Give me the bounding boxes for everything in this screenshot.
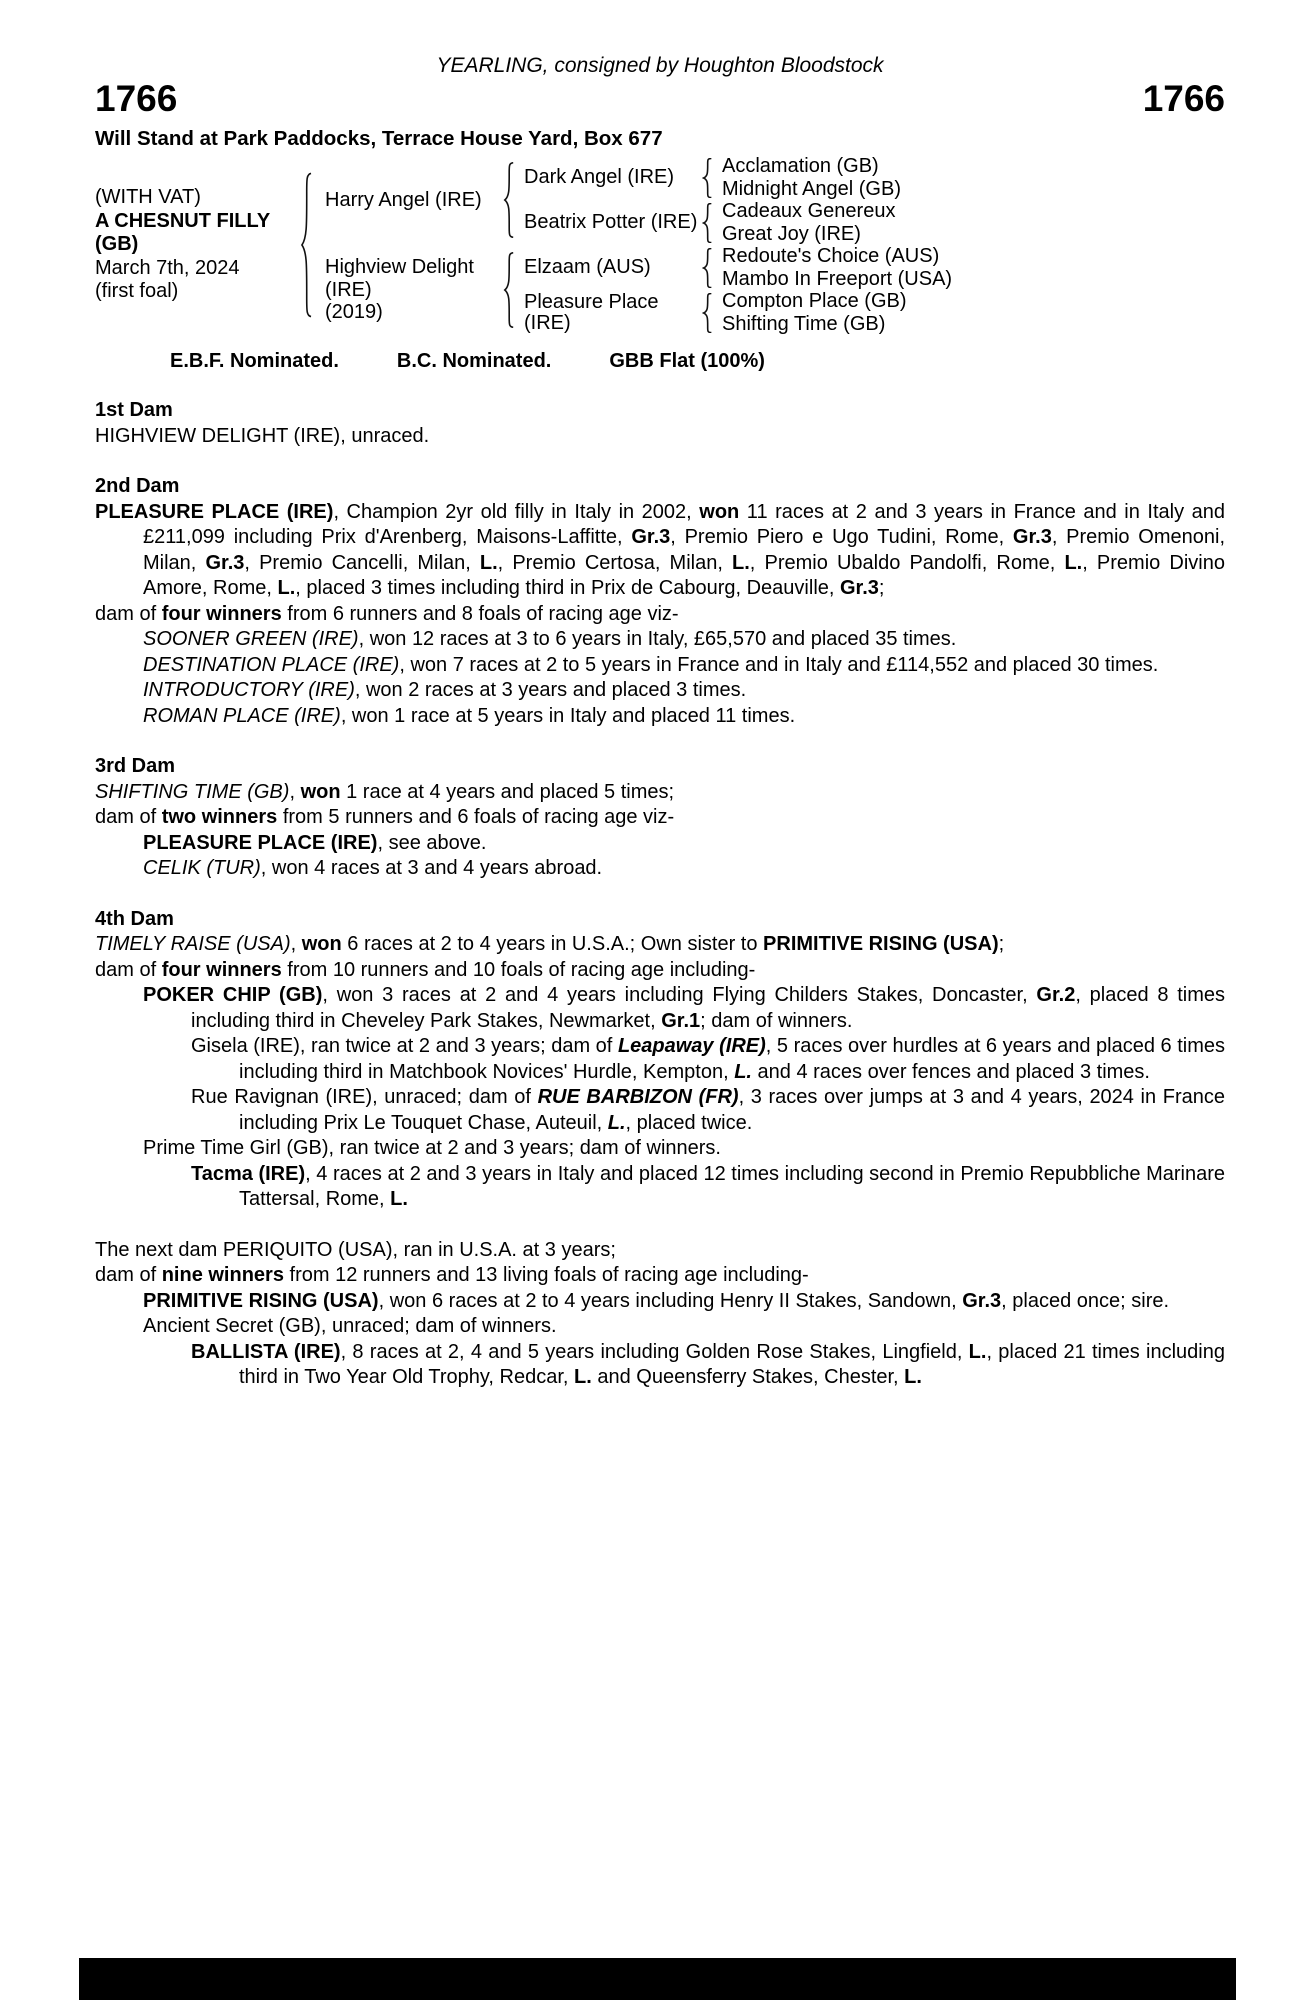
dam-sire-name: Elzaam (AUS): [524, 256, 651, 278]
section-3rd-dam: [95, 754, 1225, 882]
dam-dam-parents: [713, 290, 907, 335]
ancestor-name: Cadeaux Genereux: [722, 200, 896, 222]
stand-location-line: Will Stand at Park Paddocks, Terrace House Yard, Box 677: [95, 127, 663, 150]
sire-dam-name: Beatrix Potter (IRE): [524, 211, 698, 233]
section-heading: 1st Dam: [95, 399, 173, 421]
entry-ballista: BALLISTA (IRE), 8 races at 2, 4 and 5 years including Golden Rose Stakes, Lingfield, L., placed 21 times including third in Two Year Old Trophy, Redcar, L. and Queensferry Stakes, Chester, L.: [191, 1340, 1225, 1388]
sire-grandparents: [515, 155, 901, 245]
dam-of-line: dam of two winners from 5 runners and 6 foals of racing age viz-: [95, 806, 675, 828]
brace-icon: [503, 252, 515, 328]
horse-dob: March 7th, 2024: [95, 256, 240, 279]
brace-icon: [300, 172, 313, 318]
entry-poker-chip: POKER CHIP (GB), won 3 races at 2 and 4 years including Flying Childers Stakes, Doncaster, Gr.2, placed 8 times including third in Cheveley Park Stakes, Newmarket, Gr.1; dam of winners.: [143, 984, 1225, 1032]
section-next-dam: [95, 1238, 1225, 1391]
dam-of-line: dam of four winners from 10 runners and 10 foals of racing age including-: [95, 958, 756, 981]
sire-sire-block: [515, 155, 901, 200]
entry-destination-place: DESTINATION PLACE (IRE), won 7 races at 2 to 5 years in France and in Italy and £114,552 and placed 30 times.: [143, 653, 1159, 676]
section-2nd-dam: [95, 474, 1225, 729]
consignor-line: YEARLING, consigned by Houghton Bloodstock: [436, 54, 884, 77]
entry-introductory: INTRODUCTORY (IRE), won 2 races at 3 years and placed 3 times.: [143, 679, 747, 701]
entry-timely-raise: TIMELY RAISE (USA), won 6 races at 2 to 4 years in U.S.A.; Own sister to PRIMITIVE RISING (USA);: [95, 933, 1005, 955]
brace-icon: [702, 293, 713, 333]
entry-pleasure-place-ref: PLEASURE PLACE (IRE), see above.: [143, 831, 487, 854]
sire-block: [313, 155, 952, 245]
dam-of-line: dam of nine winners from 12 runners and 13 living foals of racing age including-: [95, 1264, 809, 1286]
ancestor-name: Compton Place (GB): [722, 290, 907, 312]
brace-icon: [702, 248, 713, 288]
entry-pleasure-place: PLEASURE PLACE (IRE), Champion 2yr old filly in Italy in 2002, won 11 races at 2 and 3 years in France and in Italy and £211,099 including Prix d'Arenberg, Maisons-Laffitte, Gr.3, Premio Piero e Ugo Tudini, Rome, Gr.3, Premio Omenoni, Milan, Gr.3, Premio Cancelli, Milan, L., Premio Certosa, Milan, L., Premio Ubaldo Pandolfi, Rome, L., Premio Divino Amore, Rome, L., placed 3 times including third in Prix de Cabourg, Deauville, Gr.3;: [95, 500, 1226, 599]
sire-name: Harry Angel (IRE): [325, 188, 482, 211]
sire-sire-name: Dark Angel (IRE): [524, 166, 675, 188]
brace-icon: [702, 158, 713, 198]
dam-block: [313, 245, 952, 335]
page-bottom-bar: [79, 1958, 1236, 2000]
horse-details: [95, 186, 300, 304]
dam-name-line: (2019): [325, 301, 383, 324]
entry-highview-delight: HIGHVIEW DELIGHT (IRE), unraced.: [95, 424, 430, 447]
ancestor-name: Shifting Time (GB): [722, 312, 886, 335]
entry-roman-place: ROMAN PLACE (IRE), won 1 race at 5 years in Italy and placed 11 times.: [143, 704, 796, 727]
entry-primitive-rising: PRIMITIVE RISING (USA), won 6 races at 2 to 4 years including Henry II Stakes, Sandown, Gr.3, placed once; sire.: [143, 1289, 1170, 1312]
ancestor-name: Redoute's Choice (AUS): [722, 245, 940, 267]
entry-ancient-secret: Ancient Secret (GB), unraced; dam of winners.: [143, 1315, 557, 1337]
section-heading: 4th Dam: [95, 907, 174, 930]
bc-nominated-label: B.C. Nominated.: [396, 350, 552, 372]
horse-name: A CHESNUT FILLY: [95, 209, 271, 232]
ebf-nominated-label: E.B.F. Nominated.: [170, 350, 339, 372]
entry-celik: CELIK (TUR), won 4 races at 3 and 4 years abroad.: [143, 857, 603, 879]
sire-dam-parents: [713, 200, 895, 245]
lot-number-left: 1766: [95, 78, 178, 119]
ancestor-name: Midnight Angel (GB): [722, 177, 901, 200]
sire-sire-parents: [713, 155, 901, 200]
dam-dam-name-line: Pleasure Place: [524, 290, 659, 313]
section-4th-dam: [95, 907, 1225, 1213]
dam-of-line: dam of four winners from 6 runners and 8 foals of racing age viz-: [95, 602, 679, 625]
horse-country-suffix: (GB): [95, 233, 139, 256]
vat-note: (WITH VAT): [95, 186, 201, 209]
nominations-row: [95, 350, 1225, 373]
pedigree-chart: [95, 155, 1225, 335]
ancestor-name: Acclamation (GB): [722, 155, 879, 177]
sire-dam-block: [515, 200, 901, 245]
dam-name: [313, 256, 503, 324]
ancestor-name: Mambo In Freeport (USA): [722, 267, 953, 290]
gbb-flat-label: GBB Flat (100%): [609, 350, 765, 372]
entry-periquito: The next dam PERIQUITO (USA), ran in U.S.A. at 3 years;: [95, 1238, 616, 1261]
pedigree-parents: [313, 155, 952, 335]
entry-rue-ravignan: Rue Ravignan (IRE), unraced; dam of RUE BARBIZON (FR), 3 races over jumps at 3 and 4 years, 2024 in France including Prix Le Touquet Chase, Auteuil, L., placed twice.: [191, 1086, 1225, 1134]
entry-prime-time-girl: Prime Time Girl (GB), ran twice at 2 and 3 years; dam of winners.: [143, 1137, 721, 1159]
ancestor-name: Great Joy (IRE): [722, 222, 861, 245]
dam-sire-parents: [713, 245, 952, 290]
dam-dam-block: [515, 290, 952, 335]
dam-name-line: Highview Delight: [325, 256, 474, 279]
dam-name-line: (IRE): [325, 278, 372, 301]
section-heading: 3rd Dam: [95, 755, 176, 777]
lot-number-row: [95, 80, 1225, 118]
section-1st-dam: [95, 398, 1225, 449]
dam-grandparents: [515, 245, 952, 335]
entry-tacma: Tacma (IRE), 4 races at 2 and 3 years in Italy and placed 12 times including second in Premio Repubbliche Marinare Tattersal, Rome, L.: [191, 1162, 1226, 1210]
brace-icon: [702, 203, 713, 243]
section-heading: 2nd Dam: [95, 475, 180, 497]
dam-dam-name-line: (IRE): [524, 311, 571, 334]
dam-dam-name: [515, 292, 702, 334]
lot-number-right: 1766: [1142, 78, 1225, 119]
first-foal-note: (first foal): [95, 280, 179, 303]
dam-sire-block: [515, 245, 952, 290]
pedigree-text: [95, 398, 1225, 1391]
entry-sooner-green: SOONER GREEN (IRE), won 12 races at 3 to 6 years in Italy, £65,570 and placed 35 times.: [143, 628, 957, 650]
brace-icon: [503, 162, 515, 238]
entry-shifting-time: SHIFTING TIME (GB), won 1 race at 4 years and placed 5 times;: [95, 780, 675, 803]
entry-gisela: Gisela (IRE), ran twice at 2 and 3 years; dam of Leapaway (IRE), 5 races over hurdles at 6 years and placed 6 times including third in Matchbook Novices' Hurdle, Kempton, L. and 4 races over fences and placed 3 times.: [191, 1035, 1225, 1083]
